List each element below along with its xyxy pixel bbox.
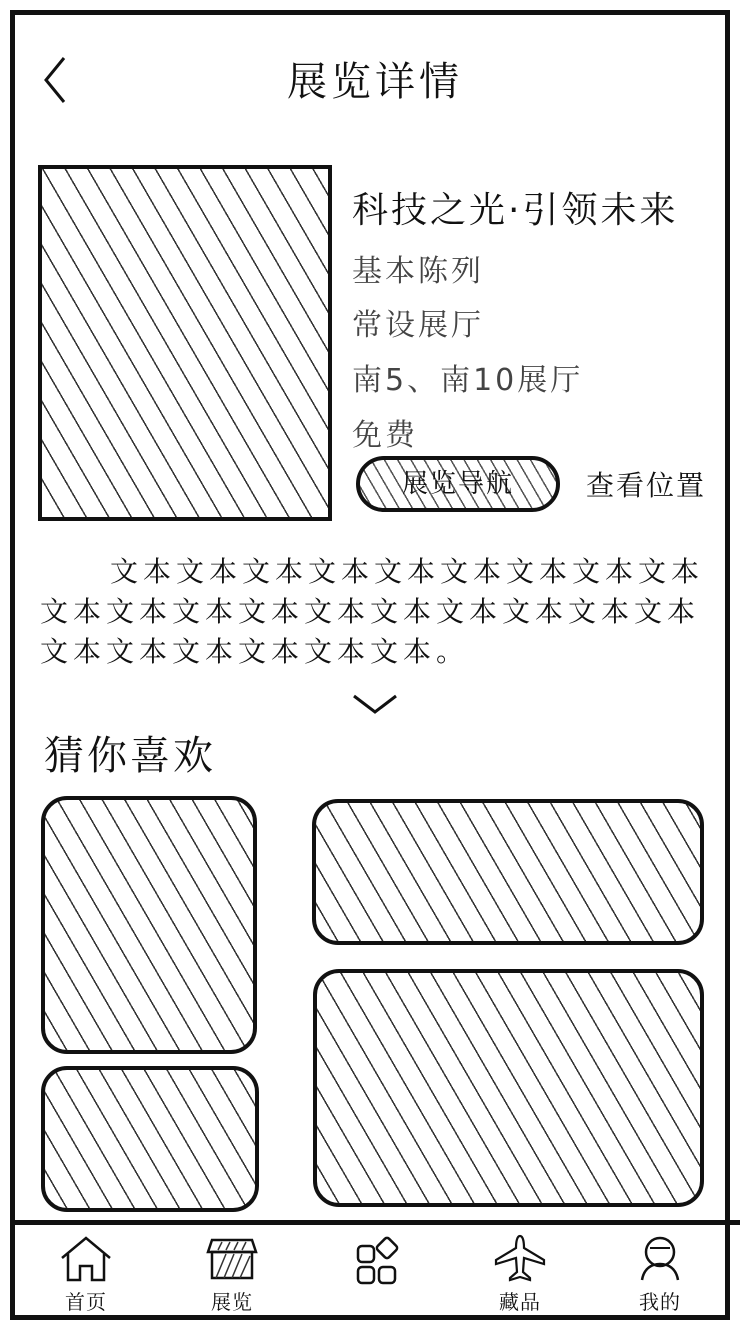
exhibition-price: 免费 xyxy=(352,418,418,453)
chevron-down-icon xyxy=(350,690,400,720)
recommend-card[interactable] xyxy=(312,799,704,945)
recommend-card[interactable] xyxy=(41,1066,259,1212)
expand-description-button[interactable] xyxy=(350,690,400,720)
recommend-card[interactable] xyxy=(313,969,704,1207)
exhibition-navigation-button[interactable]: 展览导航 xyxy=(356,456,560,512)
view-location-link[interactable]: 查看位置 xyxy=(586,469,707,502)
exhibition-icon xyxy=(204,1234,260,1282)
airplane-icon xyxy=(492,1234,548,1282)
page-title: 展览详情 xyxy=(287,59,463,105)
apps-grid-icon xyxy=(348,1234,404,1290)
exhibition-category: 基本陈列 xyxy=(352,254,484,289)
tab-home[interactable] xyxy=(36,1230,136,1314)
recommend-section-title: 猜你喜欢 xyxy=(44,733,216,779)
tab-home-label: 首页 xyxy=(65,1290,107,1314)
tab-collection[interactable] xyxy=(470,1230,570,1314)
exhibition-description: 文本文本文本文本文本文本文本文本文本文本文本文本文本文本文本文本文本文本文本文本文本文本文本文本文本。 xyxy=(40,555,705,668)
tabbar-divider xyxy=(10,1220,740,1225)
exhibition-hall-type: 常设展厅 xyxy=(352,308,484,343)
tab-mine[interactable] xyxy=(610,1230,710,1314)
user-icon xyxy=(632,1234,688,1282)
home-icon xyxy=(58,1234,114,1282)
recommend-card[interactable] xyxy=(41,796,257,1054)
tab-exhibition[interactable] xyxy=(182,1230,282,1314)
tab-exhibition-label: 展览 xyxy=(211,1290,253,1314)
exhibition-title: 科技之光·引领未来 xyxy=(352,190,679,231)
tab-collection-label: 藏品 xyxy=(499,1290,541,1314)
tab-apps[interactable] xyxy=(326,1230,426,1314)
exhibition-cover-image xyxy=(38,165,332,521)
tab-mine-label: 我的 xyxy=(639,1290,681,1314)
exhibition-location: 南5、南10展厅 xyxy=(352,363,584,398)
